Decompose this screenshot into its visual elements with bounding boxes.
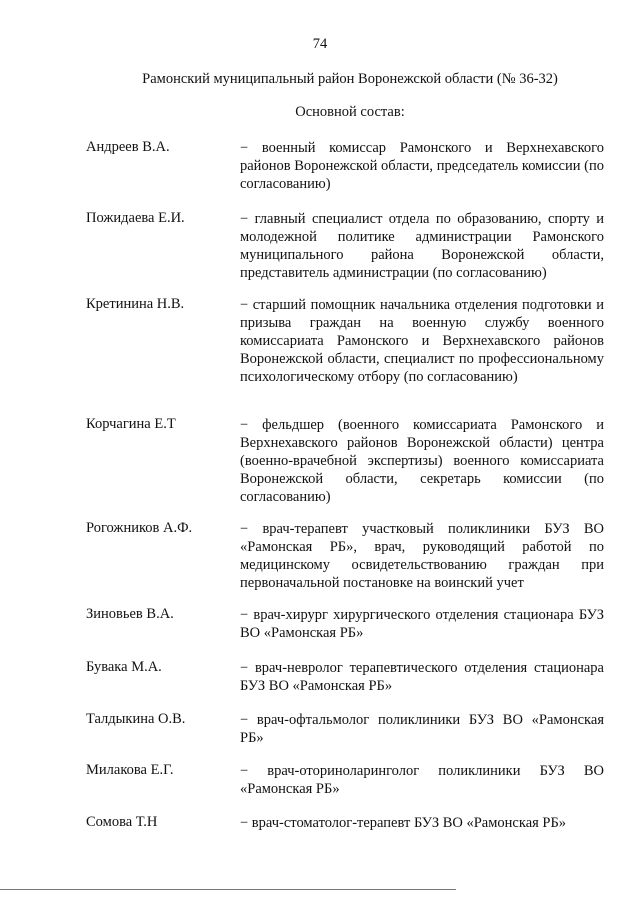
- member-role: − врач-терапевт участковый поликлиники БУЗ ВО «Рамонская РБ», врач, руководящий работой по медицинскому освидетельствованию граждан при первоначальной постановке на воинский учет: [240, 521, 604, 591]
- member-name: Андреев В.А.: [86, 139, 170, 155]
- section-subheading: Основной состав:: [295, 104, 405, 120]
- page-bottom-rule: [0, 889, 456, 890]
- member-name: Милакова Е.Г.: [86, 762, 174, 778]
- member-role: − врач-оториноларинголог поликлиники БУЗ ВО «Рамонская РБ»: [240, 763, 604, 797]
- member-name: Корчагина Е.Т: [86, 416, 176, 432]
- member-role: − военный комиссар Рамонского и Верхнехавского районов Воронежской области, председатель комиссии (по согласованию): [240, 140, 604, 192]
- member-role: − врач-стоматолог-терапевт БУЗ ВО «Рамонская РБ»: [240, 815, 567, 831]
- member-name: Сомова Т.Н: [86, 814, 158, 830]
- member-role: − врач-хирург хирургического отделения стационара БУЗ ВО «Рамонская РБ»: [240, 607, 604, 641]
- member-name: Кретинина Н.В.: [86, 296, 185, 312]
- member-name: Талдыкина О.В.: [86, 711, 186, 727]
- member-name: Пожидаева Е.И.: [86, 210, 185, 226]
- member-role: − фельдшер (военного комиссариата Рамонского и Верхнехавского районов Воронежской области) центра (военно-врачебной экспертизы) военного комиссариата Воронежской области, секретарь комиссии (по согласованию): [240, 417, 604, 505]
- member-role: − врач-невролог терапевтического отделения стационара БУЗ ВО «Рамонская РБ»: [240, 660, 604, 694]
- member-name: Рогожников А.Ф.: [86, 520, 193, 536]
- member-role: − главный специалист отдела по образованию, спорту и молодежной политике администрации Рамонского муниципального района Воронежской области, представитель администрации (по согласованию): [240, 211, 604, 281]
- member-name: Бувака М.А.: [86, 659, 162, 675]
- member-role: − старший помощник начальника отделения подготовки и призыва граждан на военную службу военного комиссариата Рамонского и Верхнехавского районов Воронежской области, специалист по профессиональному психологическому отбору (по согласованию): [240, 297, 604, 385]
- member-role: − врач-офтальмолог поликлиники БУЗ ВО «Рамонская РБ»: [240, 712, 604, 746]
- page-number: 74: [312, 36, 328, 52]
- document-heading: Рамонский муниципальный район Воронежской области (№ 36-32): [142, 71, 558, 87]
- member-name: Зиновьев В.А.: [86, 606, 174, 622]
